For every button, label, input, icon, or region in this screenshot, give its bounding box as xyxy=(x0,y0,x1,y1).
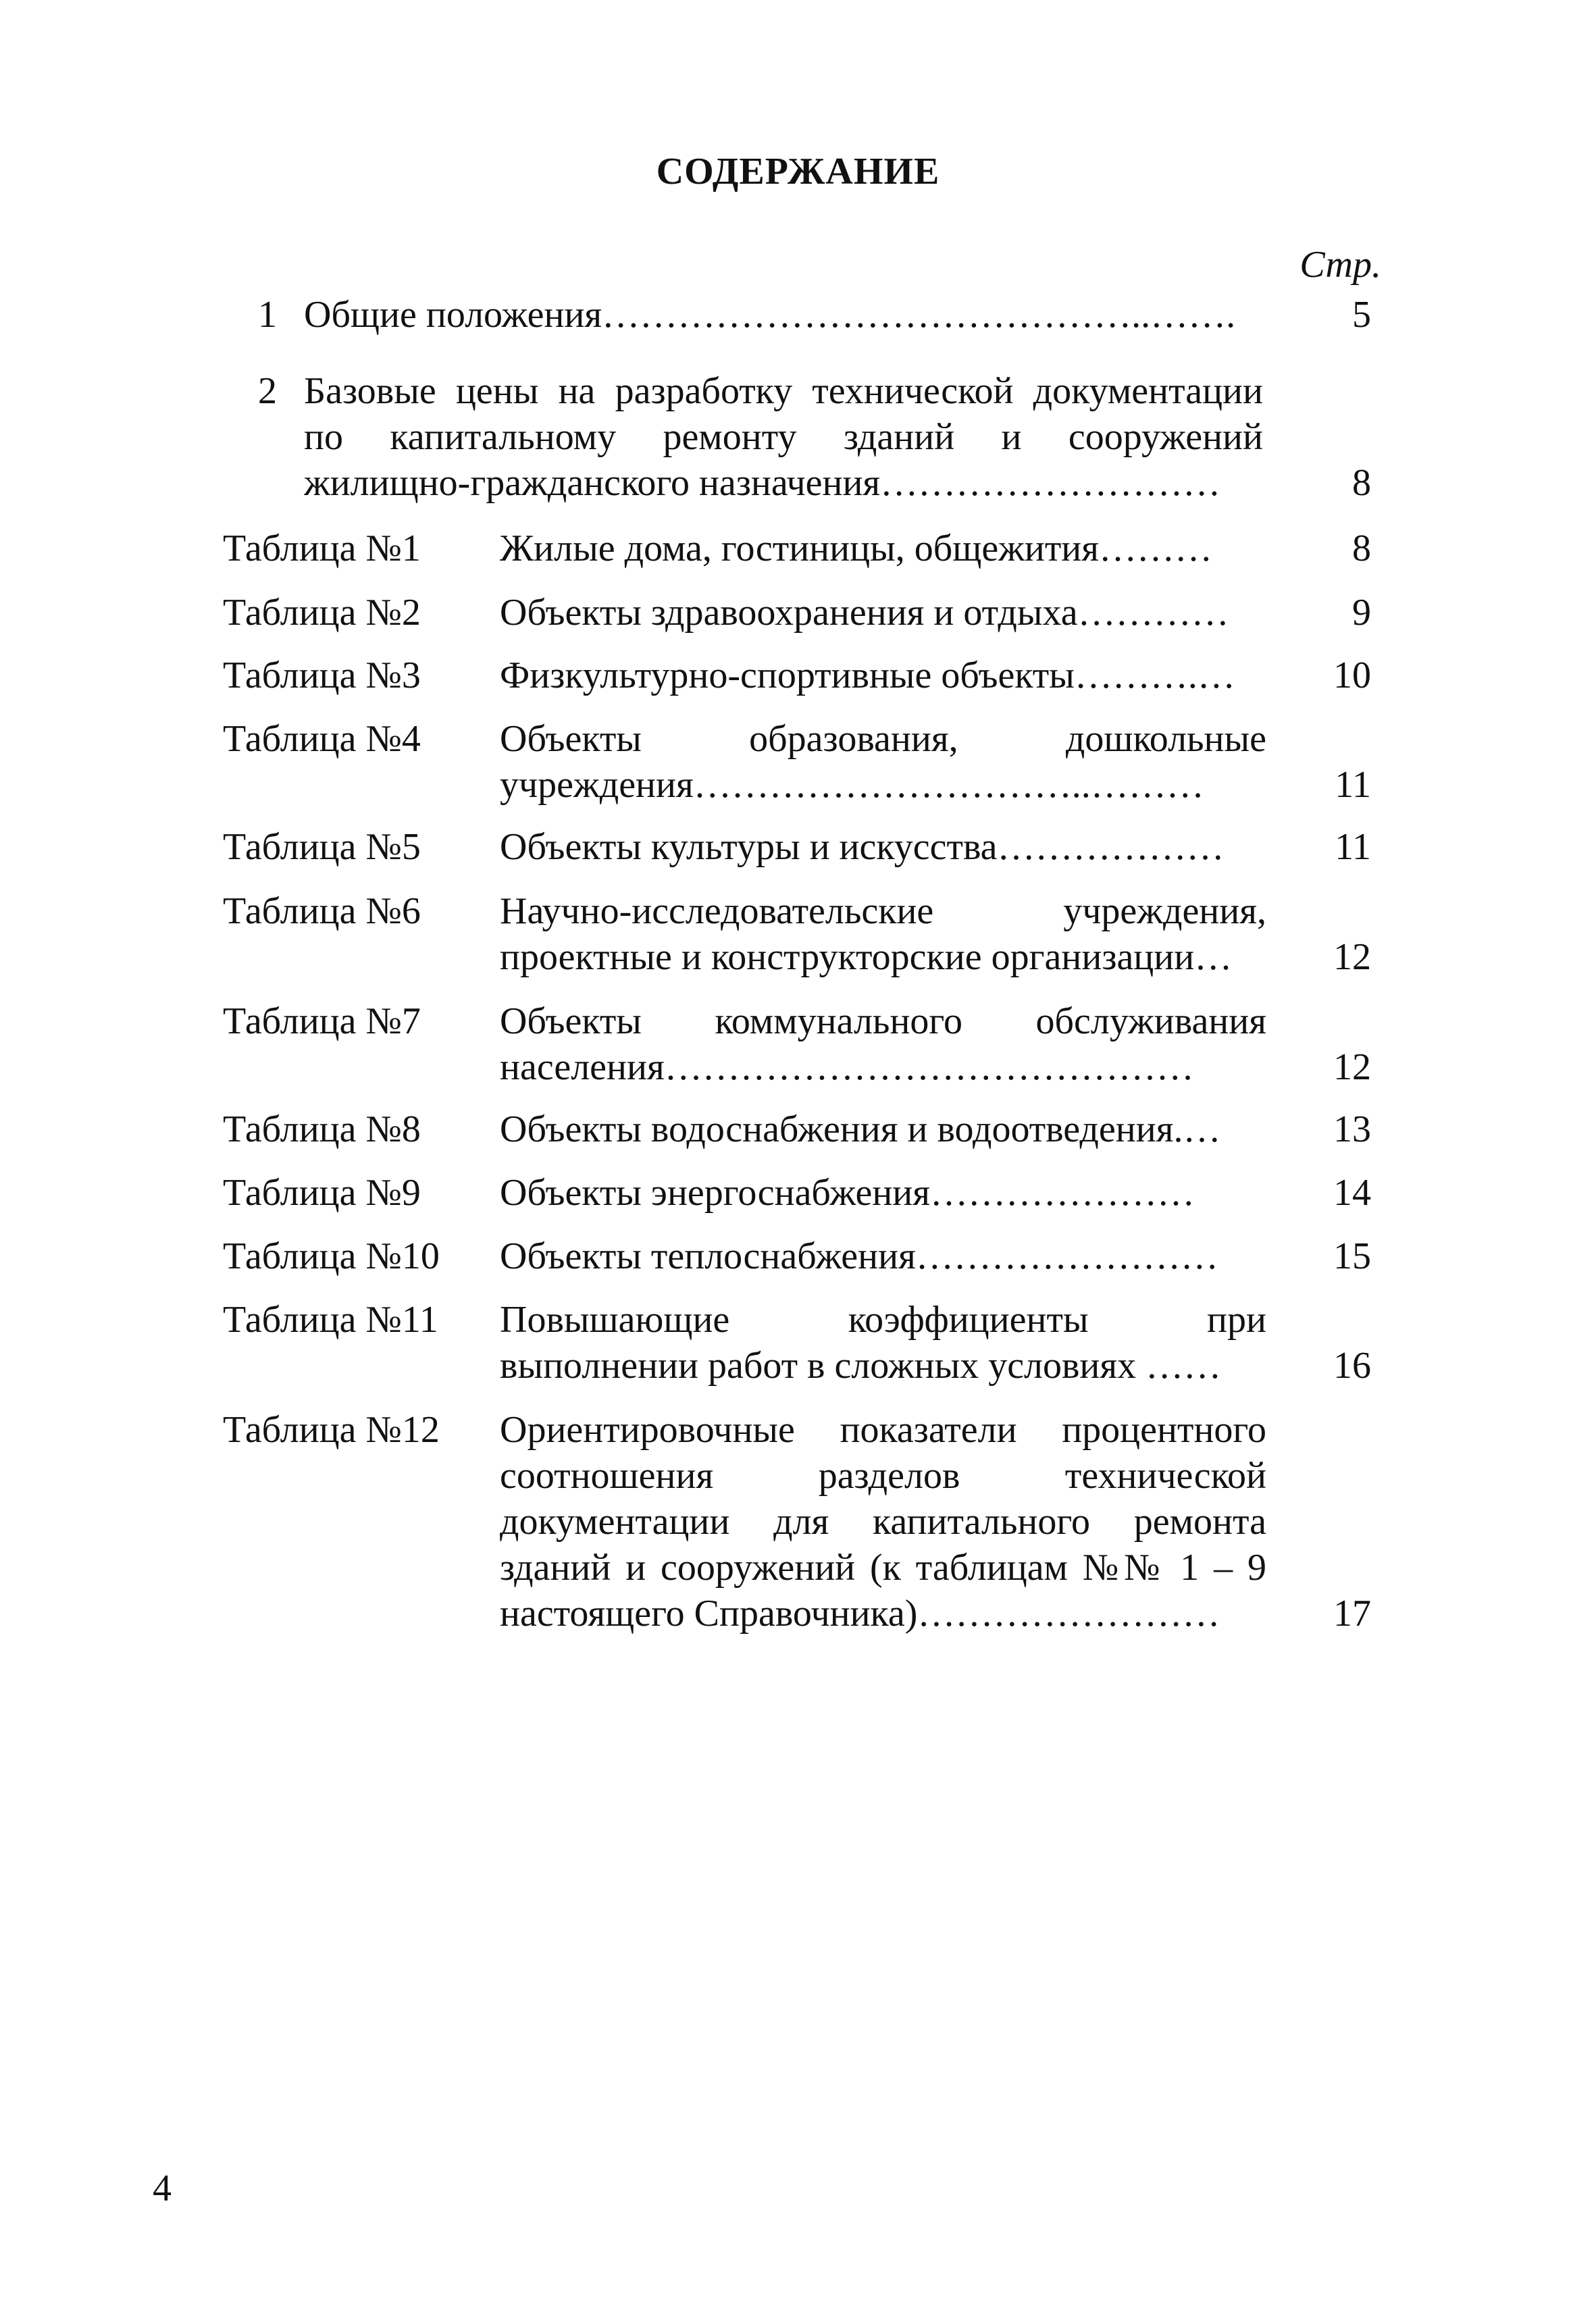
entry-title xyxy=(500,1106,1266,1152)
toc-table-entry xyxy=(0,1407,1596,1637)
table-label: Таблица №3 xyxy=(223,654,421,696)
table-label: Таблица №9 xyxy=(223,1172,421,1214)
entry-page-number: 12 xyxy=(1333,936,1371,978)
entry-page-number: 16 xyxy=(1333,1345,1371,1387)
entry-title-line: Объекты культуры и искусства……………… xyxy=(500,826,1225,868)
entry-title xyxy=(500,1233,1266,1279)
entry-title-line: соотношения разделов технической xyxy=(500,1455,1266,1497)
entry-page-number: 8 xyxy=(1352,527,1371,569)
entry-title xyxy=(500,1170,1266,1216)
entry-title-line: Базовые цены на разработку технической документации xyxy=(304,370,1263,412)
table-label: Таблица №6 xyxy=(223,890,421,932)
entry-title-line: Ориентировочные показатели процентного xyxy=(500,1409,1266,1451)
page-title: СОДЕРЖАНИЕ xyxy=(656,151,940,192)
entry-title-line: выполнении работ в сложных условиях …… xyxy=(500,1345,1222,1387)
entry-page-number: 14 xyxy=(1333,1172,1371,1214)
entry-title xyxy=(500,824,1266,870)
toc-table-entry xyxy=(0,1170,1596,1216)
entry-page-number: 10 xyxy=(1333,654,1371,696)
entry-title-line: Объекты энергоснабжения………………… xyxy=(500,1172,1195,1214)
table-label: Таблица №4 xyxy=(223,718,421,760)
toc-table-entry xyxy=(0,998,1596,1090)
table-label: Таблица №1 xyxy=(223,527,421,569)
entry-title-line: Объекты водоснабжения и водоотведения.… xyxy=(500,1108,1221,1150)
toc-table-entry xyxy=(0,716,1596,808)
table-label: Таблица №8 xyxy=(223,1108,421,1150)
entry-title xyxy=(500,1407,1266,1637)
footer-page-number: 4 xyxy=(153,2167,172,2209)
toc-section-entry xyxy=(0,292,1596,338)
toc-section-entry xyxy=(0,368,1596,506)
table-label: Таблица №2 xyxy=(223,592,421,634)
section-number: 2 xyxy=(258,370,277,412)
toc-table-entry xyxy=(0,888,1596,980)
entry-title-line: Общие положения……………………………………..……. xyxy=(304,294,1236,336)
entry-title xyxy=(500,1297,1266,1389)
entry-title-line: настоящего Справочника)…………………… xyxy=(500,1593,1220,1635)
section-number: 1 xyxy=(258,294,277,336)
entry-page-number: 15 xyxy=(1333,1235,1371,1277)
toc-table-entry xyxy=(0,652,1596,698)
entry-page-number: 9 xyxy=(1352,592,1371,634)
entry-title-line: Объекты здравоохранения и отдыха………… xyxy=(500,592,1229,634)
entry-title-line: проектные и конструкторские организации… xyxy=(500,936,1233,978)
entry-title-line: жилищно-гражданского назначения……………………… xyxy=(304,462,1221,504)
entry-title-line: населения…………………………………… xyxy=(500,1046,1194,1088)
toc-table-entry xyxy=(0,824,1596,870)
entry-title-line: Физкультурно-спортивные объекты……….… xyxy=(500,654,1235,696)
entry-title xyxy=(500,716,1266,808)
entry-title xyxy=(304,292,1263,338)
entry-title-line: Повышающие коэффициенты при xyxy=(500,1299,1266,1341)
entry-title xyxy=(304,368,1263,506)
entry-title-line: по капитальному ремонту зданий и сооружений xyxy=(304,416,1263,458)
entry-title-line: Объекты образования, дошкольные xyxy=(500,718,1266,760)
toc-table-entry xyxy=(0,590,1596,636)
entry-title-line: Объекты теплоснабжения…………………… xyxy=(500,1235,1218,1277)
entry-title xyxy=(500,652,1266,698)
page-column-header: Стр. xyxy=(1299,244,1381,286)
entry-title-line: учреждения…………………………..……… xyxy=(500,764,1204,806)
toc-table-entry xyxy=(0,1106,1596,1152)
entry-page-number: 17 xyxy=(1333,1593,1371,1635)
table-label: Таблица №12 xyxy=(223,1409,440,1451)
entry-page-number: 8 xyxy=(1352,462,1371,504)
entry-page-number: 5 xyxy=(1352,294,1371,336)
entry-title-line: Объекты коммунального обслуживания xyxy=(500,1000,1266,1042)
entry-page-number: 11 xyxy=(1335,764,1371,806)
entry-title xyxy=(500,888,1266,980)
entry-title-line: Жилые дома, гостиницы, общежития……… xyxy=(500,527,1213,569)
entry-page-number: 13 xyxy=(1333,1108,1371,1150)
table-label: Таблица №11 xyxy=(223,1299,438,1341)
toc-table-entry xyxy=(0,1297,1596,1389)
table-label: Таблица №5 xyxy=(223,826,421,868)
entry-title-line: зданий и сооружений (к таблицам №№ 1 – 9 xyxy=(500,1547,1266,1589)
toc-table-entry xyxy=(0,1233,1596,1279)
entry-title xyxy=(500,525,1266,571)
entry-title-line: документации для капитального ремонта xyxy=(500,1501,1266,1543)
table-label: Таблица №10 xyxy=(223,1235,440,1277)
toc-table-entry xyxy=(0,525,1596,571)
entry-page-number: 12 xyxy=(1333,1046,1371,1088)
table-label: Таблица №7 xyxy=(223,1000,421,1042)
entry-title xyxy=(500,590,1266,636)
entry-title-line: Научно-исследовательские учреждения, xyxy=(500,890,1266,932)
entry-page-number: 11 xyxy=(1335,826,1371,868)
entry-title xyxy=(500,998,1266,1090)
